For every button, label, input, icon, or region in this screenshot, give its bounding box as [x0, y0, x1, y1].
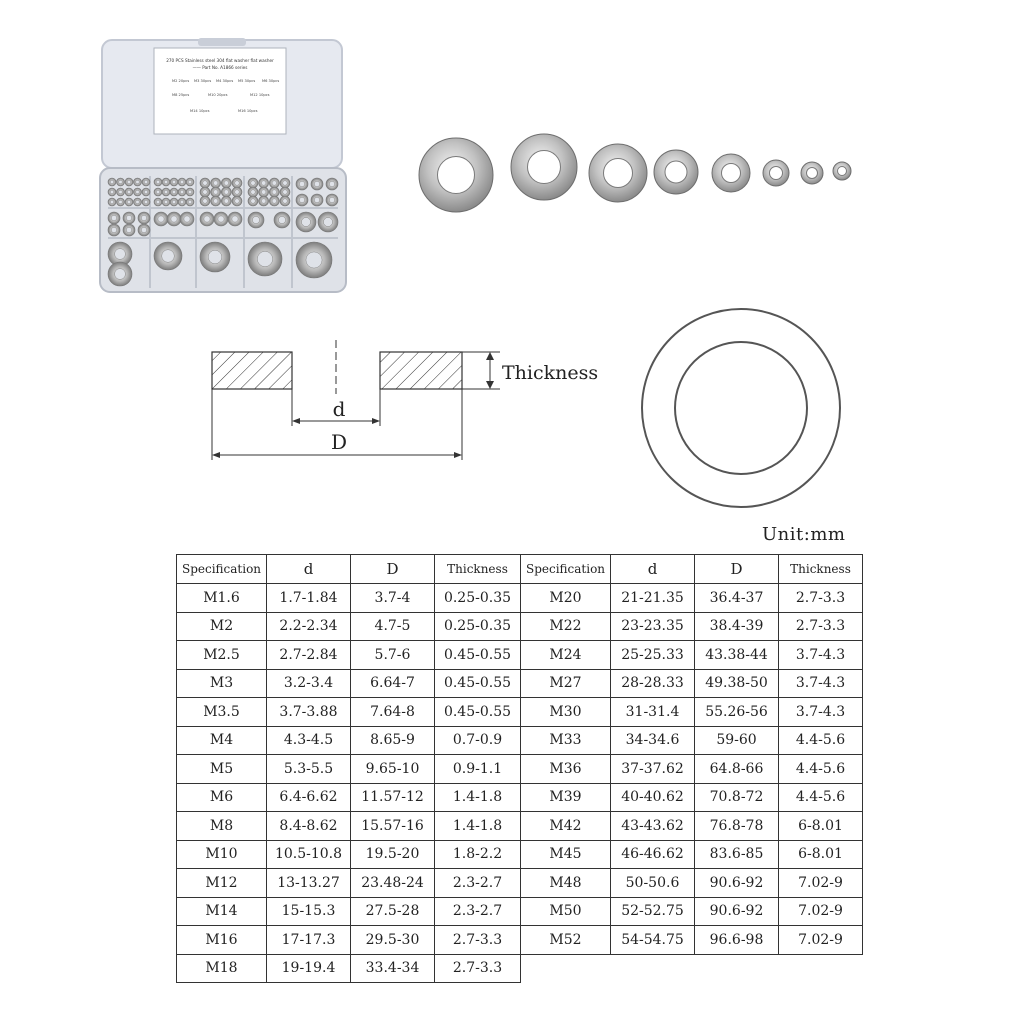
table-cell: M2 — [177, 612, 267, 641]
washer-assortment-box-image — [98, 38, 350, 294]
thickness-label: Thickness — [502, 362, 599, 384]
table-cell: 0.25-0.35 — [435, 612, 521, 641]
table-cell: 0.25-0.35 — [435, 584, 521, 613]
table-cell: 4.3-4.5 — [267, 726, 351, 755]
table-cell: M4 — [177, 726, 267, 755]
washer-top-view-drawing — [636, 304, 846, 512]
table-cell: 4.7-5 — [351, 612, 435, 641]
table-cell: 15-15.3 — [267, 897, 351, 926]
table-row — [177, 726, 863, 755]
table-cell: M24 — [521, 641, 611, 670]
table-cell: 6.64-7 — [351, 669, 435, 698]
table-cell: M27 — [521, 669, 611, 698]
table-cell: M50 — [521, 897, 611, 926]
table-cell: 1.7-1.84 — [267, 584, 351, 613]
table-cell: 5.3-5.5 — [267, 755, 351, 784]
table-header-cell: D — [351, 555, 435, 584]
table-cell: 1.4-1.8 — [435, 812, 521, 841]
table-cell: 25-25.33 — [611, 641, 695, 670]
table-cell: 11.57-12 — [351, 783, 435, 812]
table-cell: 37-37.62 — [611, 755, 695, 784]
table-cell: 7.02-9 — [779, 869, 863, 898]
washer-cross-section-diagram — [200, 330, 630, 470]
box-size-label: M10 20pcs — [208, 93, 228, 97]
table-row — [177, 954, 863, 983]
table-cell: 6-8.01 — [779, 812, 863, 841]
table-row — [177, 783, 863, 812]
table-cell: 2.3-2.7 — [435, 869, 521, 898]
table-header-cell: Specification — [177, 555, 267, 584]
outer-diameter-label: D — [330, 430, 348, 454]
table-cell: 96.6-98 — [695, 926, 779, 955]
table-cell: 2.7-3.3 — [435, 926, 521, 955]
table-header-cell: Specification — [521, 555, 611, 584]
table-cell: 4.4-5.6 — [779, 783, 863, 812]
table-cell: 52-52.75 — [611, 897, 695, 926]
table-row — [177, 698, 863, 727]
washer-size-row-image — [400, 120, 892, 230]
table-cell: M20 — [521, 584, 611, 613]
table-cell: 9.65-10 — [351, 755, 435, 784]
table-cell: 6-8.01 — [779, 840, 863, 869]
table-cell: 2.3-2.7 — [435, 897, 521, 926]
table-cell: M3 — [177, 669, 267, 698]
table-cell: 23-23.35 — [611, 612, 695, 641]
table-cell: 8.4-8.62 — [267, 812, 351, 841]
table-cell: 59-60 — [695, 726, 779, 755]
table-cell: 46-46.62 — [611, 840, 695, 869]
table-header-cell: Thickness — [435, 555, 521, 584]
table-cell: 7.64-8 — [351, 698, 435, 727]
table-cell: 7.02-9 — [779, 926, 863, 955]
table-header-cell: D — [695, 555, 779, 584]
table-cell: 3.7-4.3 — [779, 698, 863, 727]
table-cell: 3.7-4.3 — [779, 641, 863, 670]
table-cell: 17-17.3 — [267, 926, 351, 955]
table-cell: 2.7-3.3 — [779, 584, 863, 613]
table-cell: 83.6-85 — [695, 840, 779, 869]
table-cell: 0.45-0.55 — [435, 641, 521, 670]
table-cell: 13-13.27 — [267, 869, 351, 898]
table-cell: 29.5-30 — [351, 926, 435, 955]
table-cell: 3.7-4.3 — [779, 669, 863, 698]
box-label-part: —— Part No. A1866 series — [192, 65, 248, 70]
inner-diameter-label: d — [332, 397, 346, 421]
table-cell: 55.26-56 — [695, 698, 779, 727]
table-cell: 38.4-39 — [695, 612, 779, 641]
table-cell: 49.38-50 — [695, 669, 779, 698]
table-cell: 40-40.62 — [611, 783, 695, 812]
table-cell: M10 — [177, 840, 267, 869]
table-cell: M1.6 — [177, 584, 267, 613]
table-cell: M2.5 — [177, 641, 267, 670]
table-header-cell: d — [267, 555, 351, 584]
table-row — [177, 641, 863, 670]
box-size-label: M16 10pcs — [238, 109, 258, 113]
table-row — [177, 584, 863, 613]
box-size-label: M2 20pcs — [172, 79, 190, 83]
table-header-cell: d — [611, 555, 695, 584]
box-size-label: M4 30pcs — [216, 79, 234, 83]
table-cell: M6 — [177, 783, 267, 812]
table-cell: 0.45-0.55 — [435, 698, 521, 727]
table-row — [177, 755, 863, 784]
table-cell: 4.4-5.6 — [779, 755, 863, 784]
table-cell: M30 — [521, 698, 611, 727]
table-header-cell: Thickness — [779, 555, 863, 584]
table-row — [177, 897, 863, 926]
table-cell: 64.8-66 — [695, 755, 779, 784]
table-row — [177, 612, 863, 641]
table-cell: 2.7-3.3 — [435, 954, 521, 983]
table-cell: M18 — [177, 954, 267, 983]
table-cell: 50-50.6 — [611, 869, 695, 898]
table-cell: 8.65-9 — [351, 726, 435, 755]
table-cell: 76.8-78 — [695, 812, 779, 841]
table-cell: 90.6-92 — [695, 869, 779, 898]
table-cell: 0.7-0.9 — [435, 726, 521, 755]
table-cell: 1.8-2.2 — [435, 840, 521, 869]
table-cell: 4.4-5.6 — [779, 726, 863, 755]
table-cell: M36 — [521, 755, 611, 784]
table-cell: M12 — [177, 869, 267, 898]
table-cell: 5.7-6 — [351, 641, 435, 670]
table-cell: 7.02-9 — [779, 897, 863, 926]
table-cell: M42 — [521, 812, 611, 841]
box-size-label: M6 30pcs — [262, 79, 280, 83]
table-cell: M5 — [177, 755, 267, 784]
table-cell: M52 — [521, 926, 611, 955]
table-cell: 19-19.4 — [267, 954, 351, 983]
box-label-title: 270 PCS Stainless steel 304 flat washer flat washer — [166, 58, 274, 63]
table-cell: 2.7-2.84 — [267, 641, 351, 670]
table-cell: 3.7-4 — [351, 584, 435, 613]
table-row — [177, 926, 863, 955]
table-row — [177, 869, 863, 898]
table-cell: 90.6-92 — [695, 897, 779, 926]
table-row — [177, 669, 863, 698]
box-size-label: M5 30pcs — [238, 79, 256, 83]
table-header-row — [177, 555, 863, 584]
table-cell: 27.5-28 — [351, 897, 435, 926]
table-cell: 3.7-3.88 — [267, 698, 351, 727]
box-size-label: M12 10pcs — [250, 93, 270, 97]
table-cell: 2.2-2.34 — [267, 612, 351, 641]
box-size-label: M14 10pcs — [190, 109, 210, 113]
unit-label: Unit:mm — [762, 524, 846, 545]
table-cell: M33 — [521, 726, 611, 755]
table-cell: 31-31.4 — [611, 698, 695, 727]
table-cell: 43-43.62 — [611, 812, 695, 841]
table-cell: M16 — [177, 926, 267, 955]
table-cell: 3.2-3.4 — [267, 669, 351, 698]
table-cell: 10.5-10.8 — [267, 840, 351, 869]
table-cell: M22 — [521, 612, 611, 641]
table-row — [177, 812, 863, 841]
table-cell: 33.4-34 — [351, 954, 435, 983]
table-cell: 6.4-6.62 — [267, 783, 351, 812]
table-cell: M14 — [177, 897, 267, 926]
table-cell: 0.45-0.55 — [435, 669, 521, 698]
table-cell: 36.4-37 — [695, 584, 779, 613]
table-cell: 70.8-72 — [695, 783, 779, 812]
table-cell: M39 — [521, 783, 611, 812]
table-cell: 43.38-44 — [695, 641, 779, 670]
table-cell: 23.48-24 — [351, 869, 435, 898]
table-cell: M45 — [521, 840, 611, 869]
table-cell: 0.9-1.1 — [435, 755, 521, 784]
table-cell: M48 — [521, 869, 611, 898]
table-cell: 15.57-16 — [351, 812, 435, 841]
empty-cell — [521, 954, 863, 983]
table-cell: 54-54.75 — [611, 926, 695, 955]
table-cell: 1.4-1.8 — [435, 783, 521, 812]
table-row — [177, 840, 863, 869]
table-cell: 34-34.6 — [611, 726, 695, 755]
washer-spec-table — [176, 554, 863, 983]
table-cell: 2.7-3.3 — [779, 612, 863, 641]
box-size-label: M8 25pcs — [172, 93, 190, 97]
table-cell: 28-28.33 — [611, 669, 695, 698]
table-cell: M3.5 — [177, 698, 267, 727]
table-cell: 19.5-20 — [351, 840, 435, 869]
box-size-label: M3 30pcs — [194, 79, 212, 83]
table-cell: 21-21.35 — [611, 584, 695, 613]
table-cell: M8 — [177, 812, 267, 841]
